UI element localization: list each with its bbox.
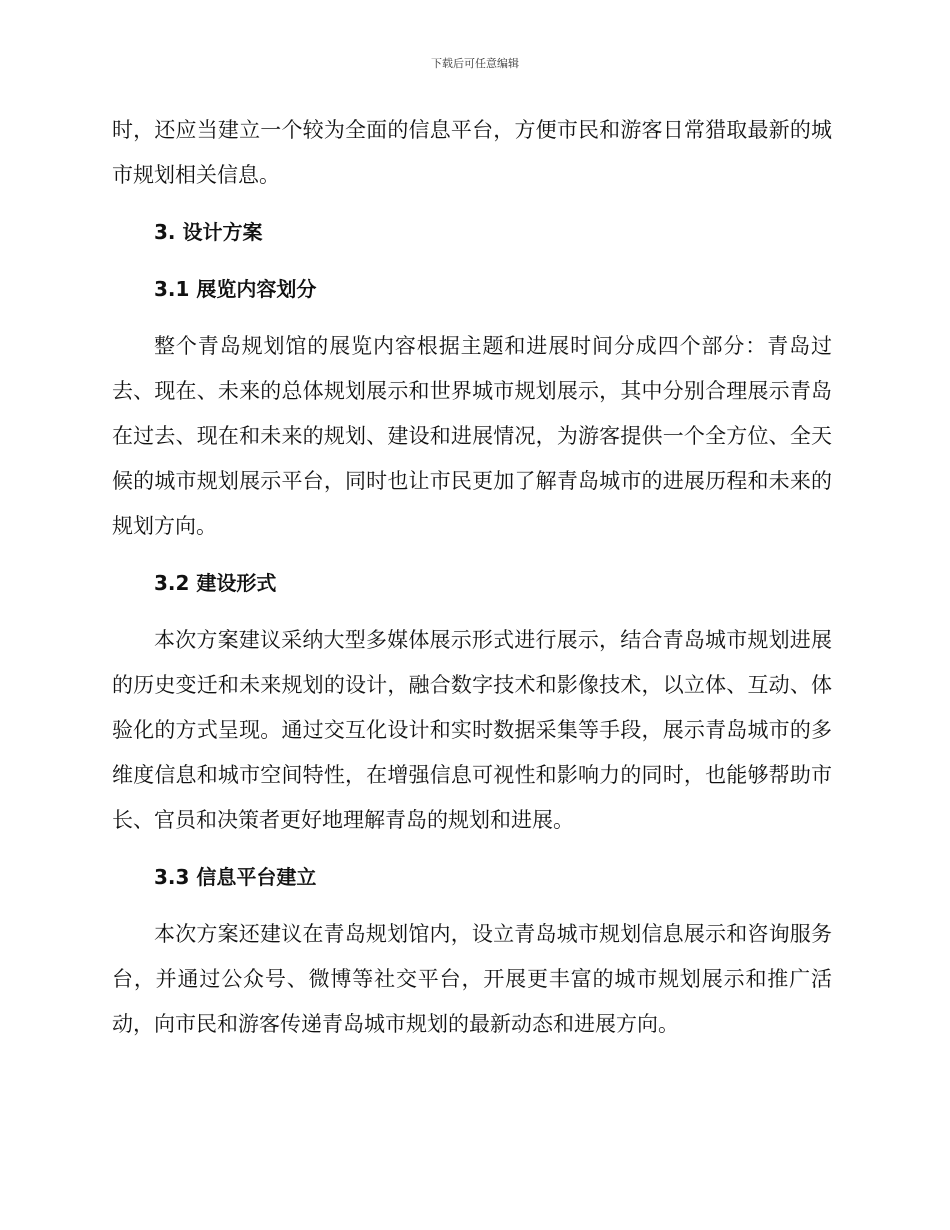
paragraph-info-platform: 本次方案还建议在青岛规划馆内，设立青岛城市规划信息展示和咨询服务台，并通过公众号、微博等社交平台，开展更丰富的城市规划展示和推广活动，向市民和游客传递青岛城市规划的最新动态和进展方向。: [112, 922, 832, 1036]
page-header: 下载后可任意编辑: [431, 57, 519, 70]
paragraph-construction-form: 本次方案建议采纳大型多媒体展示形式进行展示，结合青岛城市规划进展的历史变迁和未来规划的设计，融合数字技术和影像技术，以立体、互动、体验化的方式呈现。通过交互化设计和实时数据采集等手段，展示青岛城市的多维度信息和城市空间特性，在增强信息可视性和影响力的同时，也能够帮助市长、官员和决策者更好地理解青岛的规划和进展。: [112, 628, 832, 832]
subsection-heading-construction-form: 3.2 建设形式: [154, 571, 277, 595]
subsection-heading-exhibition-content: 3.1 展览内容划分: [154, 277, 317, 301]
paragraph-continuation: 时，还应当建立一个较为全面的信息平台，方便市民和游客日常猎取最新的城市规划相关信息。: [112, 118, 832, 187]
section-heading-design-plan: 3. 设计方案: [154, 220, 263, 244]
document-body: [112, 108, 832, 1047]
paragraph-exhibition-content: 整个青岛规划馆的展览内容根据主题和进展时间分成四个部分：青岛过去、现在、未来的总体规划展示和世界城市规划展示，其中分别合理展示青岛在过去、现在和未来的规划、建设和进展情况，为游客提供一个全方位、全天候的城市规划展示平台，同时也让市民更加了解青岛城市的进展历程和未来的规划方向。: [112, 334, 832, 538]
subsection-heading-info-platform: 3.3 信息平台建立: [154, 865, 317, 889]
